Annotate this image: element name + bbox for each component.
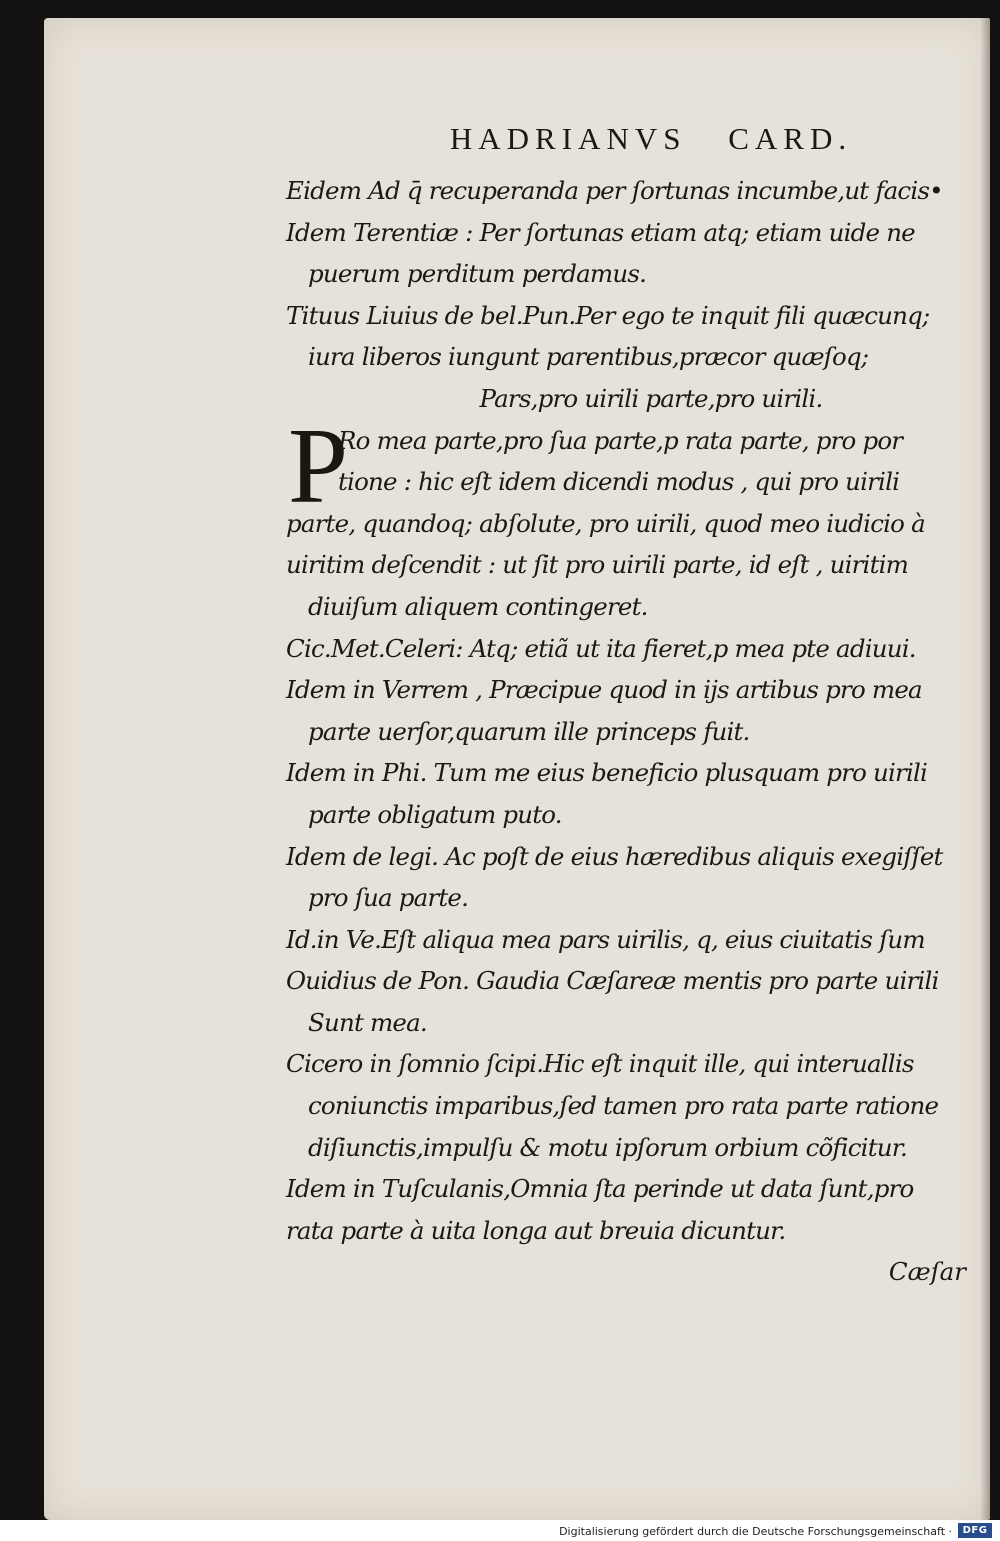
- page-edge-shadow: [980, 18, 990, 1520]
- text-line: Eidem Ad q̄ recuperanda per ſortunas incumbe,ut facis•: [286, 176, 943, 205]
- text-line: rata parte à uita longa aut breuia dicuntur.: [286, 1215, 786, 1245]
- text-line: parte uerſor,quarum ille princeps fuit.: [308, 716, 750, 746]
- dfg-logo-icon: DFG: [958, 1523, 992, 1538]
- book-page: [44, 18, 990, 1520]
- text-line: Cicero in ſomnio ſcipi.Hic eſt inquit ille, qui interuallis: [286, 1049, 914, 1079]
- header-right: CARD.: [728, 121, 853, 156]
- text-line: Sunt mea.: [308, 1007, 427, 1037]
- text-line: coniunctis imparibus,ſed tamen pro rata parte ratione: [308, 1091, 939, 1121]
- text-line: diuiſum aliquem contingeret.: [308, 591, 648, 621]
- text-line: diſiunctis,impulſu & motu ipſorum orbium cõficitur.: [308, 1132, 907, 1162]
- text-line: Tituus Liuius de bel.Pun.Per ego te inquit fili quæcunq;: [286, 300, 930, 330]
- funding-credit: Digitalisierung gefördert durch die Deutsche Forschungsgemeinschaft ·: [559, 1525, 952, 1538]
- header-left: HADRIANVS: [449, 121, 687, 156]
- drop-cap-initial: P: [288, 406, 349, 526]
- text-line: Ro mea parte,pro ſua parte,p rata parte, pro por: [338, 425, 903, 455]
- text-line: puerum perditum perdamus.: [308, 259, 647, 289]
- text-line: iura liberos iungunt parentibus,præcor quæſoq;: [308, 342, 869, 372]
- catchword: Cæſar: [888, 1257, 966, 1287]
- text-line: Idem in Verrem , Præcipue quod in ijs artibus pro mea: [286, 675, 922, 705]
- text-line: parte obligatum puto.: [308, 799, 562, 829]
- text-line: Idem de legi. Ac poſt de eius hæredibus aliquis exegiſſet: [286, 841, 943, 871]
- footer-bar: [0, 1520, 1000, 1541]
- text-line: Idem in Phi. Tum me eius beneficio plusquam pro uirili: [286, 758, 928, 788]
- text-line: Idem in Tuſculanis,Omnia ſta perinde ut data ſunt,pro: [286, 1174, 914, 1204]
- text-line: Cic.Met.Celeri: Atq; etiã ut ita fieret,p mea pte adiuui.: [286, 633, 916, 663]
- text-line: parte, quandoq; abſolute, pro uirili, quod meo iudicio à: [286, 508, 925, 538]
- text-line: tione : hic eſt idem dicendi modus , qui pro uirili: [338, 467, 900, 497]
- section-heading: Pars,pro uirili parte,pro uirili.: [479, 383, 823, 413]
- text-line: pro ſua parte.: [308, 883, 469, 913]
- text-line: uiritim deſcendit : ut ſit pro uirili parte, id eſt , uiritim: [286, 550, 909, 580]
- running-header: [326, 118, 976, 160]
- text-line: Idem Terentiæ : Per ſortunas etiam atq; etiam uide ne: [286, 217, 915, 247]
- paragraph-with-initial: [286, 406, 976, 628]
- page-text: [286, 118, 976, 1293]
- text-line: Id.in Ve.Eſt aliqua mea pars uirilis, q, eius ciuitatis ſum: [286, 924, 925, 954]
- text-line: Ouidius de Pon. Gaudia Cæſareæ mentis pro parte uirili: [286, 966, 939, 996]
